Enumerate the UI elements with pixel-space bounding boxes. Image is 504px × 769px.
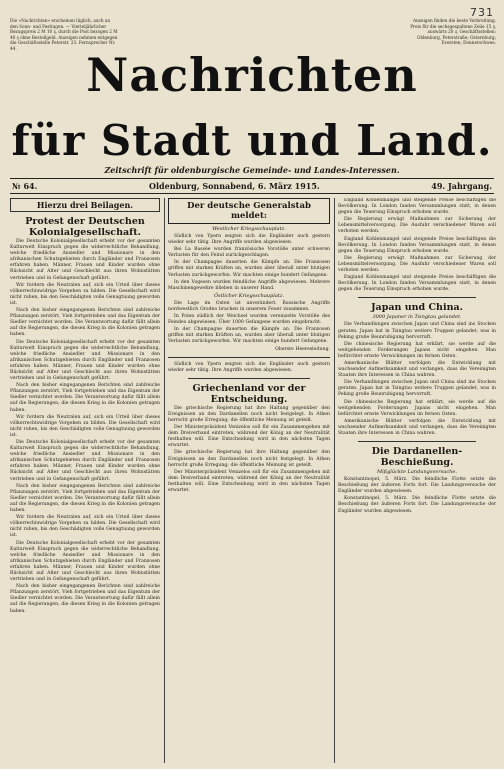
supplement-notice: Hierzu drei Beilagen. — [10, 198, 160, 212]
column-rule — [164, 198, 165, 763]
paragraph: England Kohlenmangel und steigende Preise beschäftigen die Bevölkerung. In London fanden Versammlungen statt, in denen gegen die Teuerung Einspruch erhoben wurde. — [338, 236, 496, 254]
paragraph: Die Lage im Osten ist unverändert. Russische Angriffe nordwestlich Grodno brachen in unserem Feuer zusammen. — [168, 300, 330, 312]
paragraph: Südlich von Ypern zeigten sich die Engländer auch gestern wieder sehr tätig. Ihre Angriffe wurden abgewiesen. — [168, 361, 330, 373]
divider — [358, 297, 476, 298]
issue-date: Oldenburg, Sonnabend, 6. März 1915. — [149, 181, 320, 191]
paragraph: In der Champagne dauerten die Kämpfe an. Die Franzosen griffen mit starken Kräften an, wurden aber überall unter blutigen Verlusten zurückgeworfen. Wir machten einige hundert Gefangene. — [168, 260, 330, 278]
paragraph: In Polen südlich der Weichsel wurden vereinzelte Vorstöße des Feindes abgewiesen. Über 1000 Gefangene wurden eingebracht. — [168, 314, 330, 326]
article-headline: Griechenland vor der Entscheidung. — [192, 382, 306, 405]
column-1 — [10, 198, 160, 763]
article-body — [168, 234, 330, 292]
paragraph: Amerikanische Blätter verfolgen die Entwicklung mit wachsender Aufmerksamkeit und verlangen, dass die Vereinigten Staaten ihre Interessen in China wahren. — [338, 360, 496, 379]
subscription-info: Die »Nachrichten« erscheinen täglich, auch an den Sonn- und Festtagen. — Vierteljährlicher Bezugspreis 2 M 10 ₰, durch die Post bezogen 2 M 40 ₰ ohne Bestellgeld. Anzeigen nehmen entgegen die Geschäftsstelle Peterstr. 23. Fernsprecher Nr. 44. — [10, 18, 118, 51]
paragraph: Die chinesische Regierung hat erklärt, sie werde auf die weitgehenden Forderungen Japans nicht eingehen. Man befürchtet ernste Verwicklungen im fernen Osten. — [338, 399, 496, 417]
paragraph: Wir fordern die Neutralen auf, sich ein Urteil über dieses völkerrechtswidrige Vorgehen zu bilden. Die Gesellschaft wird nicht ruhen, bis den Geschädigten volle Genugtuung geworden ist. — [10, 414, 160, 438]
paragraph: Nach den bisher eingegangenen Berichten sind zahlreiche Pflanzungen zerstört, Vieh fortgetrieben und das Eigentum der Siedler vernichtet worden. Die Verantwortung dafür fällt allein auf die Regierungen, die diesen Krieg in die Kolonien getragen haben. — [10, 584, 160, 614]
paragraph: Die griechische Regierung hat ihre Haltung gegenüber den Ereignissen an den Dardanellen noch nicht festgelegt. In Athen herrscht große Erregung; die öffentliche Meinung ist geteilt. — [168, 450, 330, 468]
paragraph: Der Ministerpräsident Venizelos soll für ein Zusammengehen mit dem Dreiverband eintreten, während der König an der Neutralität festhalten will. Eine Entscheidung wird in den nächsten Tagen erwartet. — [168, 425, 330, 449]
volume-number: 49. Jahrgang. — [431, 181, 492, 191]
paragraph: Die Deutsche Kolonialgesellschaft erhebt vor der gesamten Kulturwelt Einspruch gegen die widerrechtliche Behandlung, welche friedliche Ansiedler und Missionare in den afrikanischen Schutzgebieten durch Engländer und Franzosen erfahren haben. Männer, Frauen und Kinder wurden ohne Rücksicht auf Alter und Geschlecht aus ihren Wohnstätten vertrieben und in Gefangenschaft geführt. — [10, 239, 160, 281]
paragraph: Nach den bisher eingegangenen Berichten sind zahlreiche Pflanzungen zerstört, Vieh fortgetrieben und das Eigentum der Siedler vernichtet worden. Die Verantwortung dafür fällt allein auf die Regierungen, die diesen Krieg in die Kolonien getragen haben. — [10, 383, 160, 413]
paragraph: In den Vogesen wurden feindliche Angriffe abgewiesen. Mehrere Maschinengewehre blieben in unserer Hand. — [168, 279, 330, 291]
dateline — [10, 178, 494, 194]
article-kicker: 3000 Japaner in Tsingtau gelandet. — [372, 314, 462, 321]
column-rule — [334, 198, 335, 763]
paragraph: Die griechische Regierung hat ihre Haltung gegenüber den Ereignissen an den Dardanellen noch nicht festgelegt. In Athen herrscht große Erregung; die öffentliche Meinung ist geteilt. — [168, 405, 330, 423]
section-head: Östlicher Kriegsschauplatz. — [213, 292, 285, 299]
divider — [168, 357, 330, 358]
paragraph: Wir fordern die Neutralen auf, sich ein Urteil über dieses völkerrechtswidrige Vorgehen zu bilden. Die Gesellschaft wird nicht ruhen, bis den Geschädigten volle Genugtuung geworden ist. — [10, 515, 160, 539]
article-body — [168, 362, 330, 374]
paragraph: Die Verhandlungen zwischen Japan und China sind ins Stocken geraten. Japan hat in Tsingtau weitere Truppen gelandet, was in Peking große Beunruhigung hervorruft. — [338, 380, 496, 398]
paragraph: In der Champagne dauerten die Kämpfe an. Die Franzosen griffen mit starken Kräften an, wurden aber überall unter blutigen Verlusten zurückgeworfen. Wir machten einige hundert Gefangene. — [168, 327, 330, 345]
paragraph: Die Deutsche Kolonialgesellschaft erhebt vor der gesamten Kulturwelt Einspruch gegen die widerrechtliche Behandlung, welche friedliche Ansiedler und Missionare in den afrikanischen Schutzgebieten durch Engländer und Franzosen erfahren haben. Männer, Frauen und Kinder wurden ohne Rücksicht auf Alter und Geschlecht aus ihren Wohnstätten vertrieben und in Gefangenschaft geführt. — [10, 339, 160, 382]
paragraph: Nach den bisher eingegangenen Berichten sind zahlreiche Pflanzungen zerstört, Vieh fortgetrieben und das Eigentum der Siedler vernichtet worden. Die Verantwortung dafür fällt allein auf die Regierungen, die diesen Krieg in die Kolonien getragen haben. — [10, 308, 160, 338]
masthead-subtitle: Zeitschrift für oldenburgische Gemeinde- und Landes-Interessen. — [104, 165, 400, 175]
article-body — [168, 406, 330, 494]
paragraph: Wir fordern die Neutralen auf, sich ein Urteil über dieses völkerrechtswidrige Vorgehen zu bilden. Die Gesellschaft wird nicht ruhen, bis den Geschädigten volle Genugtuung geworden ist. — [10, 282, 160, 306]
masthead-title-line2: für Stadt und Land. — [11, 116, 493, 165]
article-kicker: Mißglückte Landungsversuche. — [377, 469, 457, 476]
paragraph: Amerikanische Blätter verfolgen die Entwicklung mit wachsender Aufmerksamkeit und verlangen, dass die Vereinigten Staaten ihre Interessen in China wahren. — [338, 418, 496, 436]
divider — [358, 441, 476, 442]
paragraph: Die Deutsche Kolonialgesellschaft erhebt vor der gesamten Kulturwelt Einspruch gegen die widerrechtliche Behandlung, welche friedliche Ansiedler und Missionare in den afrikanischen Schutzgebieten durch Engländer und Franzosen erfahren haben. Männer, Frauen und Kinder wurden ohne Rücksicht auf Alter und Geschlecht aus ihren Wohnstätten vertrieben und in Gefangenschaft geführt. — [10, 540, 160, 583]
issue-number: № 64. — [12, 181, 38, 191]
article-body — [338, 477, 496, 515]
article-headline: Die Dardanellen-Beschießung. — [371, 446, 463, 469]
masthead-title-line1: Nachrichten — [86, 48, 418, 102]
paragraph: Bei La Bassée wurden französische Vorstöße unter schweren Verlusten für den Feind zurückgeschlagen. — [168, 247, 330, 259]
paragraph: Südlich von Ypern zeigten sich die Engländer auch gestern wieder sehr tätig. Ihre Angriffe wurden abgewiesen. — [168, 234, 330, 246]
paragraph: Oberste Heeresleitung. — [275, 346, 330, 352]
paragraph: Konstantinopel, 5. März. Die feindliche Flotte setzte die Beschießung der äußeren Forts fort. Die Landungsversuche der Engländer wurden abgewiesen. — [338, 477, 496, 495]
paragraph: Die Verhandlungen zwischen Japan und China sind ins Stocken geraten. Japan hat in Tsingtau weitere Truppen gelandet, was in Peking große Beunruhigung hervorruft. — [338, 322, 496, 340]
column-3 — [338, 198, 496, 763]
paragraph: Die Deutsche Kolonialgesellschaft erhebt vor der gesamten Kulturwelt Einspruch gegen die widerrechtliche Behandlung, welche friedliche Ansiedler und Missionare in den afrikanischen Schutzgebieten durch Engländer und Franzosen erfahren haben. Männer, Frauen und Kinder wurden ohne Rücksicht auf Alter und Geschlecht aus ihren Wohnstätten vertrieben und in Gefangenschaft geführt. — [10, 440, 160, 482]
advertising-info: Anzeigen finden die beste Verbreitung. Preis für die sechsgespaltene Zeile 15 ₰, auswärts 20 ₰. Geschäftsstellen: Oldenburg, Peterstraße; Osternburg; Eversten; Donnerschwee. — [410, 18, 496, 46]
paragraph: England Kohlenmangel und steigende Preise beschäftigen die Bevölkerung. In London fanden Versammlungen statt, in denen gegen die Teuerung Einspruch erhoben wurde. — [338, 275, 496, 293]
paragraph: Nach den bisher eingegangenen Berichten sind zahlreiche Pflanzungen zerstört, Vieh fortgetrieben und das Eigentum der Siedler vernichtet worden. Die Verantwortung dafür fällt allein auf die Regierungen, die diesen Krieg in die Kolonien getragen haben. — [10, 483, 160, 514]
article-body — [168, 301, 330, 353]
paragraph: England Kohlenmangel und steigende Preise beschäftigen die Bevölkerung. In London fanden Versammlungen statt, in denen gegen die Teuerung Einspruch erhoben wurde. — [338, 198, 496, 216]
paragraph: Die Regierung erwägt Maßnahmen zur Sicherung der Lebensmittelversorgung. Die Ausfuhr verschiedener Waren soll verboten werden. — [338, 255, 496, 274]
article-headline: Japan und China. — [371, 302, 463, 314]
article-headline: Der deutsche Generalstab meldet: — [168, 198, 330, 224]
column-2 — [168, 198, 330, 763]
paragraph: Konstantinopel, 5. März. Die feindliche Flotte setzte die Beschießung der äußeren Forts fort. Die Landungsversuche der Engländer wurden abgewiesen. — [338, 496, 496, 514]
section-head: Westlicher Kriegsschauplatz. — [212, 226, 286, 232]
archive-note: 731 — [470, 6, 494, 19]
divider — [188, 378, 310, 379]
paragraph: Die chinesische Regierung hat erklärt, sie werde auf die weitgehenden Forderungen Japans nicht eingehen. Man befürchtet ernste Verwicklungen im fernen Osten. — [338, 341, 496, 359]
article-headline: Protest der Deutschen Kolonialgesellschaft. — [25, 216, 145, 238]
article-body — [10, 239, 160, 615]
paragraph: Die Regierung erwägt Maßnahmen zur Sicherung der Lebensmittelversorgung. Die Ausfuhr verschiedener Waren soll verboten werden. — [338, 217, 496, 235]
paragraph: Der Ministerpräsident Venizelos soll für ein Zusammengehen mit dem Dreiverband eintreten, während der König an der Neutralität festhalten will. Eine Entscheidung wird in den nächsten Tagen erwartet. — [168, 469, 330, 493]
article-body — [338, 198, 496, 293]
article-body — [338, 322, 496, 437]
